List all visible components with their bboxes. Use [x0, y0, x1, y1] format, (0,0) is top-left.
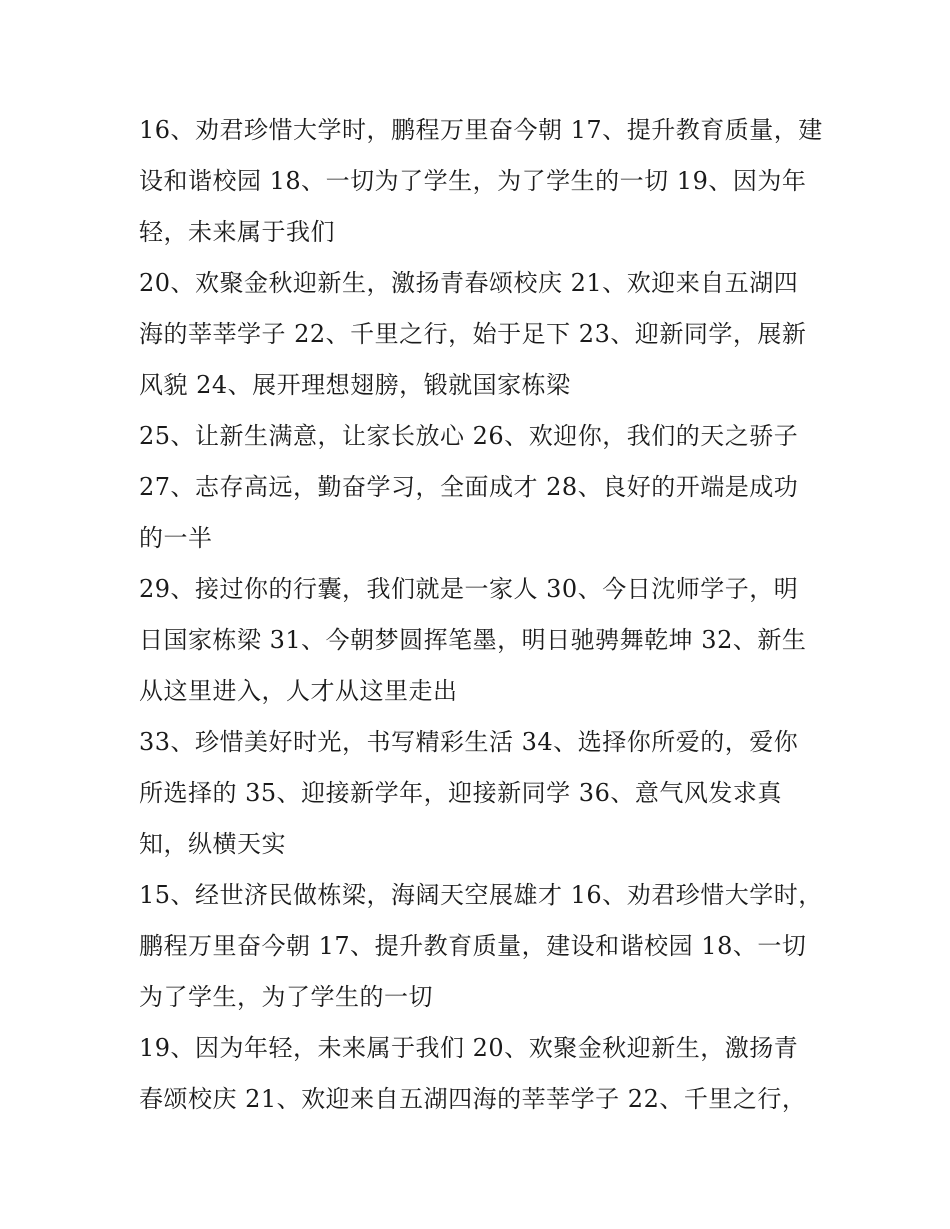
text-line: 25、让新生满意，让家长放心 26、欢迎你，我们的天之骄子 [139, 422, 799, 450]
text-line: 33、珍惜美好时光，书写精彩生活 34、选择你所爱的，爱你 [139, 728, 799, 756]
text-line: 15、经世济民做栋梁，海阔天空展雄才 16、劝君珍惜大学时， [139, 881, 823, 909]
text-line: 19、因为年轻，未来属于我们 20、欢聚金秋迎新生，激扬青 [139, 1034, 799, 1062]
text-line: 为了学生，为了学生的一切 [139, 983, 433, 1011]
text-line: 16、劝君珍惜大学时，鹏程万里奋今朝 17、提升教育质量，建 [139, 116, 823, 144]
text-line: 轻，未来属于我们 [139, 218, 335, 246]
slogan-text-block [139, 105, 823, 1125]
text-line: 风貌 24、展开理想翅膀，锻就国家栋梁 [139, 371, 571, 399]
text-line: 29、接过你的行囊，我们就是一家人 30、今日沈师学子，明 [139, 575, 799, 603]
text-line: 从这里进入，人才从这里走出 [139, 677, 458, 705]
text-line: 27、志存高远，勤奋学习，全面成才 28、良好的开端是成功 [139, 473, 799, 501]
text-line: 所选择的 35、迎接新学年，迎接新同学 36、意气风发求真 [139, 779, 782, 807]
text-line: 春颂校庆 21、欢迎来自五湖四海的莘莘学子 22、千里之行， [139, 1085, 807, 1113]
text-line: 20、欢聚金秋迎新生，激扬青春颂校庆 21、欢迎来自五湖四 [139, 269, 799, 297]
text-line: 海的莘莘学子 22、千里之行，始于足下 23、迎新同学，展新 [139, 320, 807, 348]
text-line: 鹏程万里奋今朝 17、提升教育质量，建设和谐校园 18、一切 [139, 932, 807, 960]
text-line: 的一半 [139, 524, 213, 552]
text-line: 知，纵横天实 [139, 830, 286, 858]
text-line: 设和谐校园 18、一切为了学生，为了学生的一切 19、因为年 [139, 167, 807, 195]
text-line: 日国家栋梁 31、今朝梦圆挥笔墨，明日驰骋舞乾坤 32、新生 [139, 626, 807, 654]
